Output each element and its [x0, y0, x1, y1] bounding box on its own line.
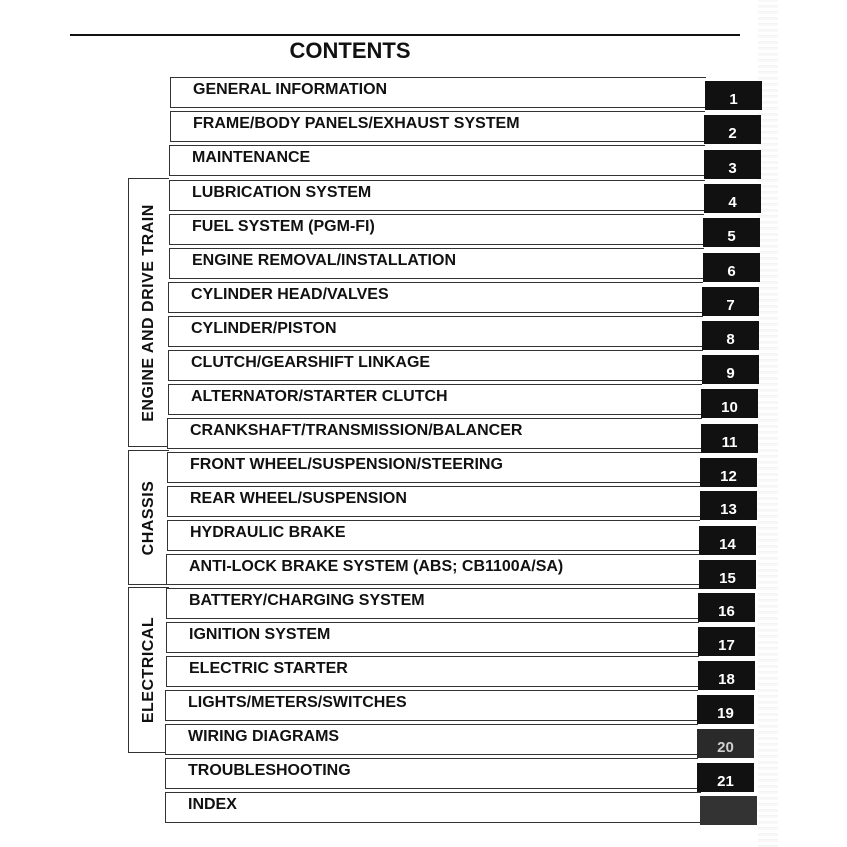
section-number-tab[interactable]: 10 [701, 389, 758, 418]
contents-row[interactable] [167, 486, 701, 517]
section-title: INDEX [188, 796, 237, 813]
contents-row[interactable] [165, 724, 698, 755]
contents-row[interactable] [166, 554, 700, 585]
section-number-tab[interactable]: 17 [698, 627, 755, 656]
contents-row[interactable] [167, 418, 702, 449]
section-title: LIGHTS/METERS/SWITCHES [188, 694, 407, 711]
group-chassis [128, 450, 169, 585]
contents-row[interactable] [166, 588, 699, 619]
section-number-tab[interactable]: 3 [704, 150, 761, 179]
contents-row[interactable] [168, 282, 703, 313]
section-number-tab[interactable]: 16 [698, 593, 755, 622]
group-electrical [128, 587, 169, 753]
top-rule [70, 34, 740, 36]
section-title: ELECTRIC STARTER [189, 660, 348, 677]
group-label-electrical: ELECTRICAL [140, 616, 157, 724]
contents-row[interactable] [169, 145, 705, 176]
section-number-tab[interactable]: 9 [702, 355, 759, 384]
section-title: FUEL SYSTEM (PGM-FI) [192, 218, 375, 235]
contents-row[interactable] [170, 111, 705, 142]
section-title: MAINTENANCE [192, 149, 311, 166]
section-title: CYLINDER HEAD/VALVES [191, 286, 389, 303]
section-title: CYLINDER/PISTON [191, 320, 337, 337]
section-title: TROUBLESHOOTING [188, 762, 351, 779]
section-number-tab[interactable]: 18 [698, 661, 755, 690]
section-title: LUBRICATION SYSTEM [192, 184, 372, 201]
contents-row[interactable] [167, 520, 700, 551]
section-number-tab[interactable]: 14 [699, 526, 756, 555]
contents-row[interactable] [169, 180, 705, 211]
section-title: CLUTCH/GEARSHIFT LINKAGE [191, 354, 431, 371]
contents-row[interactable] [165, 758, 698, 789]
section-title: FRAME/BODY PANELS/EXHAUST SYSTEM [193, 115, 520, 132]
section-number-tab[interactable]: 11 [701, 424, 758, 453]
contents-row[interactable] [168, 350, 703, 381]
section-number-tab[interactable]: 21 [697, 763, 754, 792]
contents-row[interactable] [165, 690, 698, 721]
section-title: GENERAL INFORMATION [193, 81, 388, 98]
section-number-tab[interactable]: 20 [697, 729, 754, 758]
section-number-tab[interactable]: 12 [700, 458, 757, 487]
section-title: ALTERNATOR/STARTER CLUTCH [191, 388, 448, 405]
contents-row[interactable] [166, 656, 699, 687]
section-number-tab[interactable]: 15 [699, 560, 756, 589]
section-number-tab[interactable]: 8 [702, 321, 759, 350]
contents-row[interactable] [169, 248, 704, 279]
section-title: CRANKSHAFT/TRANSMISSION/BALANCER [190, 422, 523, 439]
contents-row[interactable] [169, 214, 704, 245]
contents-row[interactable] [170, 77, 706, 108]
section-number-tab[interactable]: 2 [704, 115, 761, 144]
section-title: ANTI-LOCK BRAKE SYSTEM (ABS; CB1100A/SA) [189, 558, 564, 575]
contents-row[interactable] [165, 792, 701, 823]
section-number-tab[interactable]: 6 [703, 253, 760, 282]
section-number-tab[interactable]: 1 [705, 81, 762, 110]
contents-row[interactable] [168, 316, 703, 347]
page-edge-scan-noise [758, 0, 778, 847]
contents-row[interactable] [167, 452, 701, 483]
section-number-tab[interactable]: 13 [700, 491, 757, 520]
section-title: WIRING DIAGRAMS [188, 728, 340, 745]
page-title: CONTENTS [289, 38, 411, 63]
group-engine-and-drive-train [128, 178, 169, 447]
section-title: REAR WHEEL/SUSPENSION [190, 490, 407, 507]
section-number-tab[interactable]: 19 [697, 695, 754, 724]
group-label-engine: ENGINE AND DRIVE TRAIN [140, 203, 157, 422]
section-title: BATTERY/CHARGING SYSTEM [189, 592, 425, 609]
section-number-tab[interactable]: 7 [702, 287, 759, 316]
group-label-chassis: CHASSIS [140, 480, 157, 555]
section-title: FRONT WHEEL/SUSPENSION/STEERING [190, 456, 503, 473]
contents-row[interactable] [166, 622, 699, 653]
section-title: ENGINE REMOVAL/INSTALLATION [192, 252, 456, 269]
section-title: IGNITION SYSTEM [189, 626, 331, 643]
section-title: HYDRAULIC BRAKE [190, 524, 346, 541]
section-number-tab[interactable]: 5 [703, 218, 760, 247]
contents-row[interactable] [168, 384, 702, 415]
section-number-tab[interactable] [700, 796, 757, 825]
section-number-tab[interactable]: 4 [704, 184, 761, 213]
